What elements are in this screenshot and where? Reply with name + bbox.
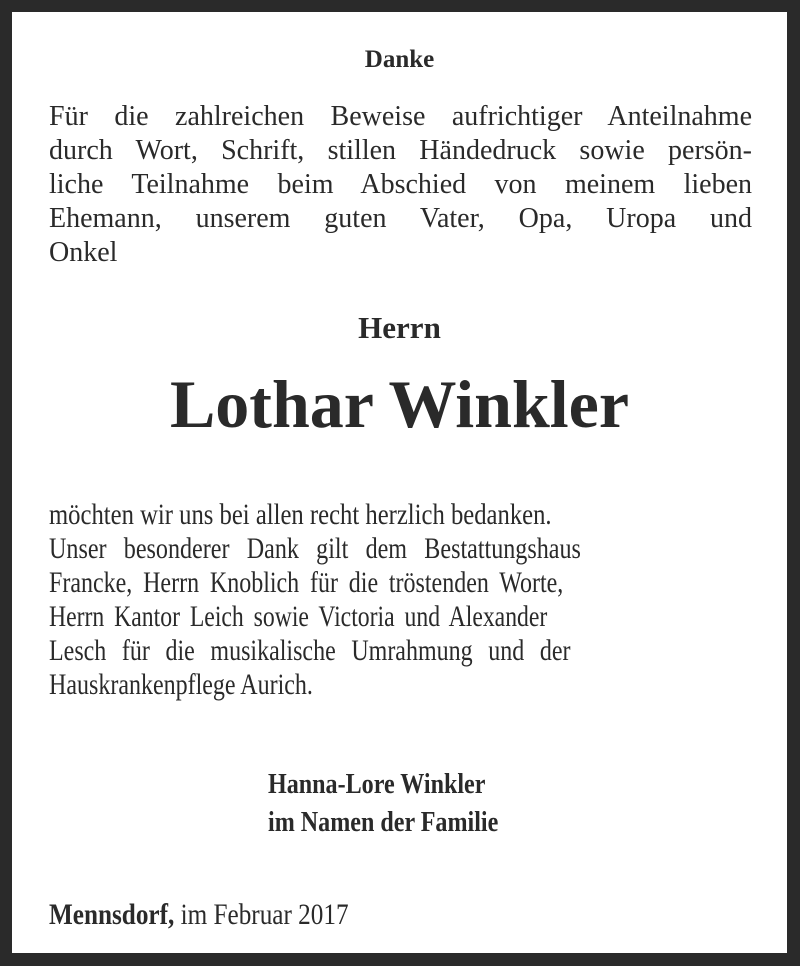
heading: Danke [364,46,435,73]
obituary-thanks-notice [12,12,787,953]
thanks-line: möchten wir uns bei allen recht herzlich bedanken. [49,498,552,531]
place: Mennsdorf, [49,898,175,931]
thanks-paragraph [49,498,752,702]
signature-name: Hanna-Lore Winkler [268,769,486,800]
thanks-line: Lesch für die musikalische Umrahmung und der [49,634,571,667]
intro-line: Onkel [49,237,118,268]
thanks-line: Francke, Herrn Knoblich für die tröstenden Worte, [49,566,564,599]
intro-line: Für die zahlreichen Beweise aufrichtiger Anteilnahme [49,101,752,132]
thanks-line: Herrn Kantor Leich sowie Victoria und Alexander [49,600,548,633]
thanks-line: Hauskrankenpflege Aurich. [49,668,313,701]
intro-line: liche Teilnahme beim Abschied von meinem lieben [49,169,752,200]
intro-line: durch Wort, Schrift, stillen Händedruck sowie persön- [49,135,752,166]
signature-on-behalf: im Namen der Familie [268,807,499,838]
place-and-date [49,898,349,932]
thanks-line: Unser besonderer Dank gilt dem Bestattungshaus [49,532,581,565]
salutation: Herrn [358,310,441,345]
deceased-name: Lothar Winkler [169,366,630,442]
intro-line: Ehemann, unserem guten Vater, Opa, Uropa und [49,203,752,234]
intro-paragraph [49,100,752,270]
date: im Februar 2017 [180,898,349,931]
